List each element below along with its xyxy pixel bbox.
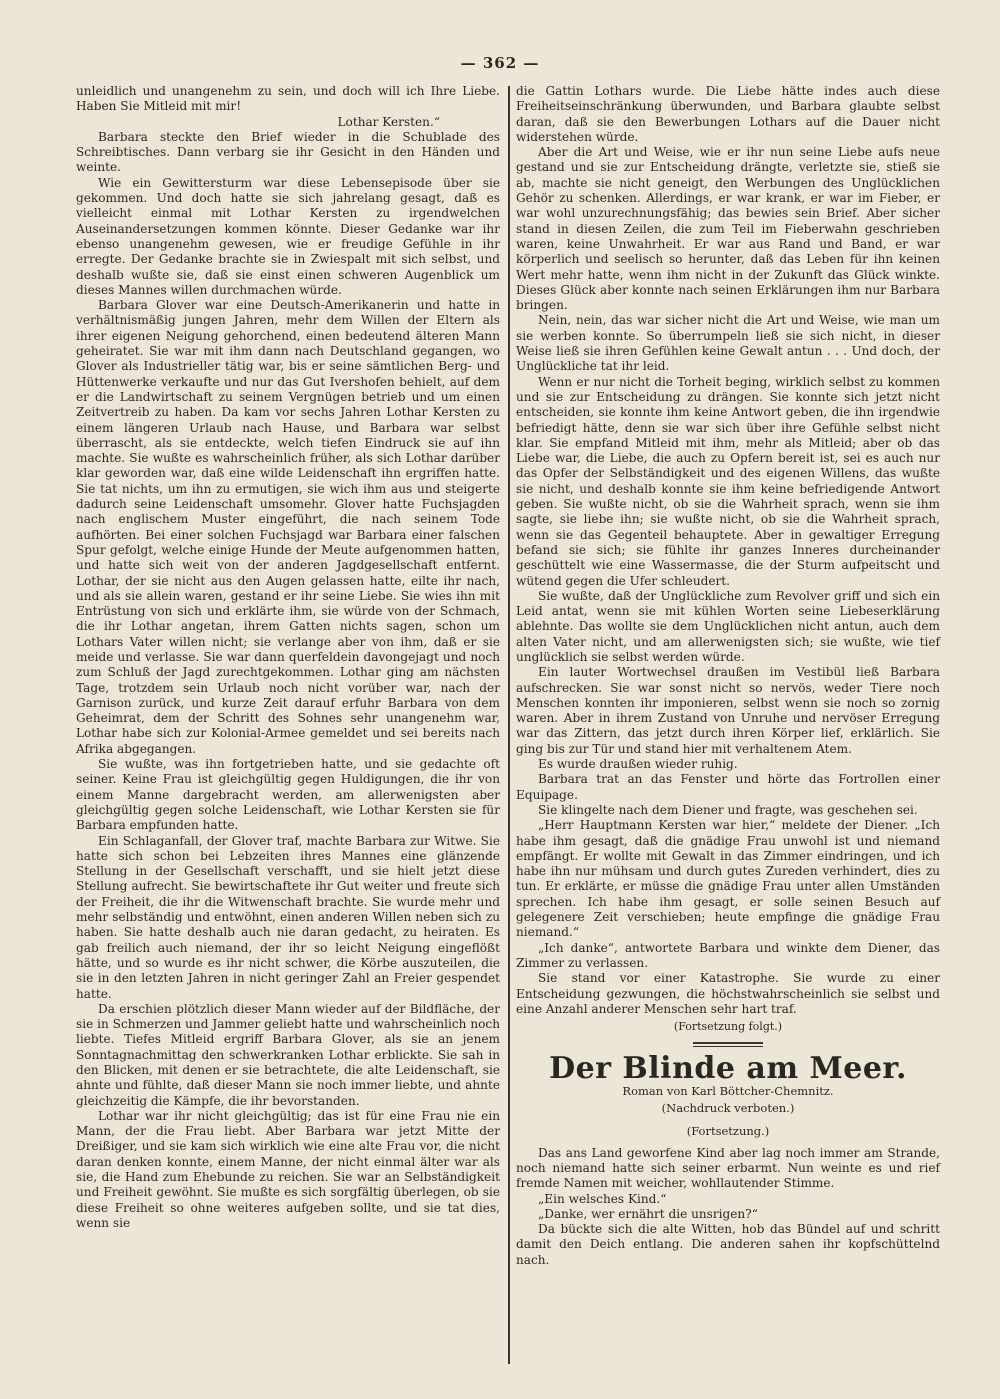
continuation-note: (Fortsetzung folgt.) (673, 1020, 783, 1034)
column-rule (508, 86, 510, 1364)
paragraph: „Ich danke“, antwortete Barbara und winkte dem Diener, das Zimmer zu verlassen. (516, 940, 940, 970)
section-divider (693, 1042, 763, 1047)
paragraph: „Danke, wer ernährt die unsrigen?“ (538, 1206, 758, 1221)
paragraph: Es wurde draußen wieder ruhig. (538, 757, 738, 772)
paragraph: „Herr Hauptmann Kersten war hier,“ meldete der Diener. „Ich habe ihm gesagt, daß die gnädige Frau unwohl ist und niemand empfängt. Er wollte mit Gewalt in das Zimmer eindringen, und ich habe ihn nur mühsam und durch gutes Zureden verhindert, dies zu tun. Er erklärte, er müsse die gnädige Frau unter allen Umständen sprechen. Ich habe ihm gesagt, er solle seinen Besuch auf gelegenere Zeit verschieben; heute empfinge die gnädige Frau niemand.“ (516, 818, 940, 940)
left-column (76, 84, 500, 1231)
reprint-notice: (Nachdruck verboten.) (661, 1100, 795, 1115)
paragraph: Aber die Art und Weise, wie er ihr nun seine Liebe aufs neue gestand und sie zur Entscheidung drängte, verletzte sie, stieß sie ab, machte sie nicht geneigt, den Werbungen des Unglücklichen Gehör zu schenken. Allerdings, er war krank, er war im Fieber, er war wohl unzurechnungsfähig; das bewies sein Brief. Aber sicher stand in diesen Zeilen, die zum Teil im Fieberwahn geschrieben waren, keine Unwahrheit. Er war aus Rand und Band, er war körperlich und seelisch so herunter, daß das Leben für ihn keinen Wert mehr hatte, wenn ihm nicht in der Zukunft das Glück winkte. Dieses Glück aber konnte nach seinen Erklärungen ihm nur Barbara bringen. (516, 145, 940, 313)
letter-signature: Lothar Kersten.“ (337, 114, 440, 129)
paragraph: Barbara Glover war eine Deutsch-Amerikanerin und hatte in verhältnismäßig jungen Jahren, mehr dem Willen der Eltern als ihrer eigenen Neigung gehorchend, einen bedeutend älteren Mann geheiratet. Sie war mit ihm dann nach Deutschland gegangen, wo Glover als Industrieller tätig war, bis er seine sämtlichen Berg- und Hüttenwerke verkaufte und nur das Gut Ivershofen behielt, auf dem er die Landwirtschaft zu seinem Vergnügen betrieb und um einen Zeitvertreib zu haben. Da kam vor sechs Jahren Lothar Kersten zu einem längeren Urlaub nach Hause, und Barbara war selbst überrascht, als sie entdeckte, welch tiefen Eindruck sie auf ihn machte. Sie wußte es wahrscheinlich früher, als sich Lothar darüber klar geworden war, daß eine wilde Leidenschaft ihn ergriffen hatte. Sie tat nichts, um ihn zu ermutigen, sie wich ihm aus und steigerte dadurch seine Leidenschaft umsomehr. Glover hatte Fuchsjagden nach englischem Muster eingeführt, die nach seinem Tode aufhörten. Bei einer solchen Fuchsjagd war Barbara einer falschen Spur gefolgt, welche einige Hunde der Meute aufgenommen hatten, und hatte sich weit von der anderen Jagdgesellschaft entfernt. Lothar, der sie nicht aus den Augen gelassen hatte, eilte ihr nach, und als sie allein waren, gestand er ihr seine Liebe. Sie wies ihn mit Entrüstung von sich und erklärte ihm, sie würde von der Schmach, die ihr Lothar angetan, ihrem Gatten nichts sagen, schon um Lothars Vater willen nicht; sie verlange aber von ihm, daß er sie meide und verlasse. Sie war dann querfeldein davongejagt und noch zum Schluß der Jagd zurechtgekommen. Lothar ging am nächsten Tage, trotzdem sein Urlaub noch nicht vorüber war, nach der Garnison zurück, und kurze Zeit darauf erfuhr Barbara von dem Geheimrat, dem der Schritt des Sohnes sehr unangenehm war, Lothar habe sich zur Kolonial-Armee gemeldet und sei bereits nach Afrika abgegangen. (76, 298, 500, 756)
paragraph: Barbara steckte den Brief wieder in die Schublade des Schreibtisches. Dann verbarg sie ihr Gesicht in den Händen und weinte. (76, 129, 500, 175)
paragraph: Wenn er nur nicht die Torheit beging, wirklich selbst zu kommen und sie zur Entscheidung zu drängen. Sie konnte sich jetzt nicht entscheiden, sie konnte ihm keine Antwort geben, die ihn irgendwie befriedigt hätte, denn sie war sich über ihre Gefühle selbst nicht klar. Sie empfand Mitleid mit ihm, mehr als Mitleid; aber ob das Liebe war, die Liebe, die auch zu Opfern bereit ist, sei es auch nur das Opfer der Selbständigkeit und des eigenen Willens, das wußte sie nicht, und deshalb konnte sie ihm keine befriedigende Antwort geben. Sie wußte nicht, ob sie die Wahrheit sprach, wenn sie ihm sagte, sie liebe ihn; sie wußte nicht, ob sie die Wahrheit sprach, wenn sie das Gegenteil behauptete. Aber in gewaltiger Erregung befand sie sich; sie fühlte ihr ganzes Inneres durcheinander geschüttelt wie eine Wassermasse, die der Sturm aufpeitscht und wütend gegen die Ufer schleudert. (516, 374, 940, 588)
novel-continued: (Fortsetzung.) (686, 1123, 770, 1138)
paragraph: Sie stand vor einer Katastrophe. Sie wurde zu einer Entscheidung gezwungen, die höchstwahrscheinlich sie selbst und eine Anzahl anderer Menschen sehr hart traf. (516, 971, 940, 1016)
paragraph: Wie ein Gewittersturm war diese Lebensepisode über sie gekommen. Und doch hatte sie sich jahrelang gesagt, daß es vielleicht einmal mit Lothar Kersten zu irgendwelchen Auseinandersetzungen kommen könnte. Dieser Gedanke war ihr ebenso unangenehm gewesen, wie er freudige Gefühle in ihr erregte. Der Gedanke brachte sie in Zwiespalt mit sich selbst, und deshalb wußte sie, daß sie einst einen schweren Augenblick um dieses Mannes willen durchmachen würde. (76, 175, 500, 297)
paragraph: Sie wußte, daß der Unglückliche zum Revolver griff und sich ein Leid antat, wenn sie mit kühlen Worten seine Liebeserklärung ablehnte. Das wollte sie dem Unglücklichen nicht antun, auch dem alten Vater nicht, und am allerwenigsten sich; sie wußte, wie tief unglücklich sie selbst werden würde. (516, 588, 940, 664)
paragraph: Da erschien plötzlich dieser Mann wieder auf der Bildfläche, der sie in Schmerzen und Jammer geliebt hatte und wahrscheinlich noch liebte. Tiefes Mitleid ergriff Barbara Glover, als sie an jenem Sonntagnachmittag den schwerkranken Lothar erblickte. Sie sah in den Blicken, mit denen er sie betrachtete, die alte Leidenschaft, sie ahnte und fühlte, daß dieser Mann sie noch immer liebte, und ahnte gleichzeitig die Kämpfe, die ihr bevorstanden. (76, 1001, 500, 1108)
paragraph: Lothar war ihr nicht gleichgültig; das ist für eine Frau nie ein Mann, der die Frau liebt. Aber Barbara war jetzt Mitte der Dreißiger, und sie kam sich wirklich wie eine alte Frau vor, die nicht daran denken konnte, einem Manne, der nicht einmal älter war als sie, die Hand zum Ehebunde zu reichen. Sie war an Selbständigkeit und Freiheit gewöhnt. Sie mußte es sich sorgfältig überlegen, ob sie diese Freiheit so ohne weiteres aufgeben sollte, und sie tat dies, wenn sie (76, 1108, 500, 1230)
page-number: — 362 — (460, 54, 540, 72)
paragraph: „Ein welsches Kind.“ (538, 1191, 667, 1206)
right-column (516, 84, 940, 1268)
paragraph: Ein Schlaganfall, der Glover traf, machte Barbara zur Witwe. Sie hatte sich schon bei Lebzeiten ihres Mannes eine glänzende Stellung in der Gesellschaft verschafft, und sie hielt jetzt diese Stellung aufrecht. Sie bewirtschaftete ihr Gut weiter und freute sich der Freiheit, die ihr die Witwenschaft brachte. Sie wurde mehr und mehr selbständig und entwöhnt, einen anderen Willen neben sich zu haben. Sie hatte deshalb auch nie daran gedacht, zu heiraten. Es gab freilich auch niemand, der ihr so leicht Neigung eingeflößt hätte, und so wurde es ihr nicht schwer, die Körbe auszuteilen, die sie in den letzten Jahren in nicht geringer Zahl an Freier gespendet hatte. (76, 833, 500, 1001)
paragraph: unleidlich und unangenehm zu sein, und doch will ich Ihre Liebe. Haben Sie Mitleid mit mir! (76, 84, 500, 114)
paragraph: Nein, nein, das war sicher nicht die Art und Weise, wie man um sie werben konnte. So überrumpeln ließ sie sich nicht, in dieser Weise ließ sie ihren Gefühlen keine Gewalt antun . . . Und doch, der Unglückliche tat ihr leid. (516, 313, 940, 374)
paragraph: Sie klingelte nach dem Diener und fragte, was geschehen sei. (538, 802, 918, 817)
novel-byline: Roman von Karl Böttcher-Chemnitz. (622, 1083, 834, 1098)
paragraph: Sie wußte, was ihn fortgetrieben hatte, und sie gedachte oft seiner. Keine Frau ist gleichgültig gegen Huldigungen, die ihr von einem Manne dargebracht werden, am allerwenigsten aber gleichgültig gegen solche Leidenschaft, wie Lothar Kersten sie für Barbara empfunden hatte. (76, 757, 500, 833)
novel-title: Der Blinde am Meer. (549, 1051, 907, 1087)
paragraph: Barbara trat an das Fenster und hörte das Fortrollen einer Equipage. (516, 772, 940, 802)
paragraph: die Gattin Lothars wurde. Die Liebe hätte indes auch diese Freiheitseinschränkung überwunden, und Barbara glaubte selbst daran, daß sie den Bewerbungen Lothars auf die Dauer nicht widerstehen würde. (516, 84, 940, 144)
paragraph: Ein lauter Wortwechsel draußen im Vestibül ließ Barbara aufschrecken. Sie war sonst nicht so nervös, weder Tiere noch Menschen konnten ihr imponieren, selbst wenn sie noch so zornig waren. Aber in ihrem Zustand von Unruhe und nervöser Erregung war das Zittern, das jetzt durch ihren Körper lief, erklärlich. Sie ging bis zur Tür und stand hier mit verhaltenem Atem. (516, 665, 940, 756)
paragraph: Da bückte sich die alte Witten, hob das Bündel auf und schritt damit den Deich entlang. Die anderen sahen ihr kopfschüttelnd nach. (516, 1222, 940, 1267)
paragraph: Das ans Land geworfene Kind aber lag noch immer am Strande, noch niemand hatte sich seiner erbarmt. Nun weinte es und rief fremde Namen mit weicher, wohllautender Stimme. (516, 1145, 940, 1191)
